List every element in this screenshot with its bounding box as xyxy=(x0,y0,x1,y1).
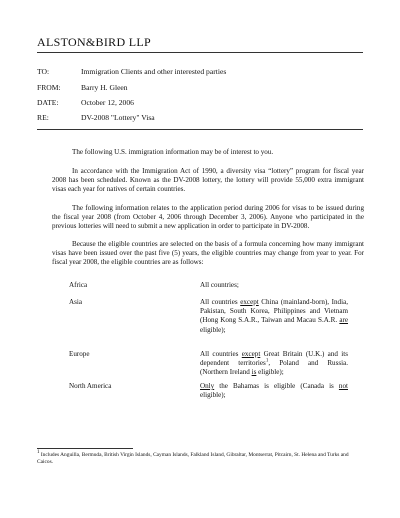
memo-re xyxy=(37,113,155,122)
to-label: TO: xyxy=(37,67,50,76)
firm-logo: ALSTON&BIRD LLP xyxy=(37,35,151,49)
region-desc: All countries; xyxy=(200,281,239,289)
footnote-text: Includes Anguilla, Bermuda, British Virgin Islands, Cayman Islands, Falkland Island, Gibraltar, Montserrat, Pitcairn, St. Helena and Turks and Caicos. xyxy=(37,452,349,465)
region-name: North America xyxy=(69,382,112,390)
paragraph-intro: The following U.S. immigration information may be of interest to you. xyxy=(72,148,274,156)
header-rule-top xyxy=(37,52,363,53)
memo-from xyxy=(37,83,128,92)
region-name: Africa xyxy=(69,281,88,289)
date-label: DATE: xyxy=(37,98,59,107)
re-value: DV-2008 "Lottery" Visa xyxy=(81,113,155,122)
footnote-rule xyxy=(37,448,133,449)
from-label: FROM: xyxy=(37,83,61,92)
region-name: Europe xyxy=(69,350,90,358)
region-desc: Only the Bahamas is eligible (Canada is not eligible); xyxy=(200,382,348,400)
from-value: Barry H. Gleen xyxy=(81,83,128,92)
region-name: Asia xyxy=(69,298,83,306)
memo-date xyxy=(37,98,134,107)
region-desc: All countries except Great Britain (U.K.) and its dependent territories$^1$, Poland and Russia. (Northern Ireland is eligible); xyxy=(200,350,349,377)
to-value: Immigration Clients and other interested parties xyxy=(81,67,227,76)
footnote xyxy=(37,452,363,466)
date-value: October 12, 2006 xyxy=(81,98,134,107)
footnote-number: 1 xyxy=(37,450,40,456)
paragraph-eligibility: Because the eligible countries are selected on the basis of a formula concerning how many immigrant visas have been issued over the past five (5) years, the eligible countries may change from year to year. For fiscal year 2008, the eligible countries are as follows: xyxy=(52,240,364,267)
paragraph-act: In accordance with the Immigration Act of 1990, a diversity visa “lottery” program for fiscal year 2008 has been scheduled. Known as the DV-2008 lottery, the lottery will provide 55,000 extra immigrant visas each year for natives of certain countries. xyxy=(52,167,364,194)
re-label: RE: xyxy=(37,113,49,122)
footnote-ref: 1 xyxy=(265,358,269,364)
memo-to xyxy=(37,67,226,76)
header-rule-bottom xyxy=(37,129,363,130)
region-desc: All countries except China (mainland-born), India, Pakistan, South Korea, Philippines and Vietnam (Hong Kong S.A.R., Taiwan and Macau S.A.R. are eligible); xyxy=(200,298,348,334)
paragraph-application: The following information relates to the application period during 2006 for visas to be issued during the fiscal year 2008 (from October 4, 2006 through December 3, 2006). Anyone who participated in the previous lotteries will need to submit a new application in order to participate in DV-2008. xyxy=(52,204,364,231)
